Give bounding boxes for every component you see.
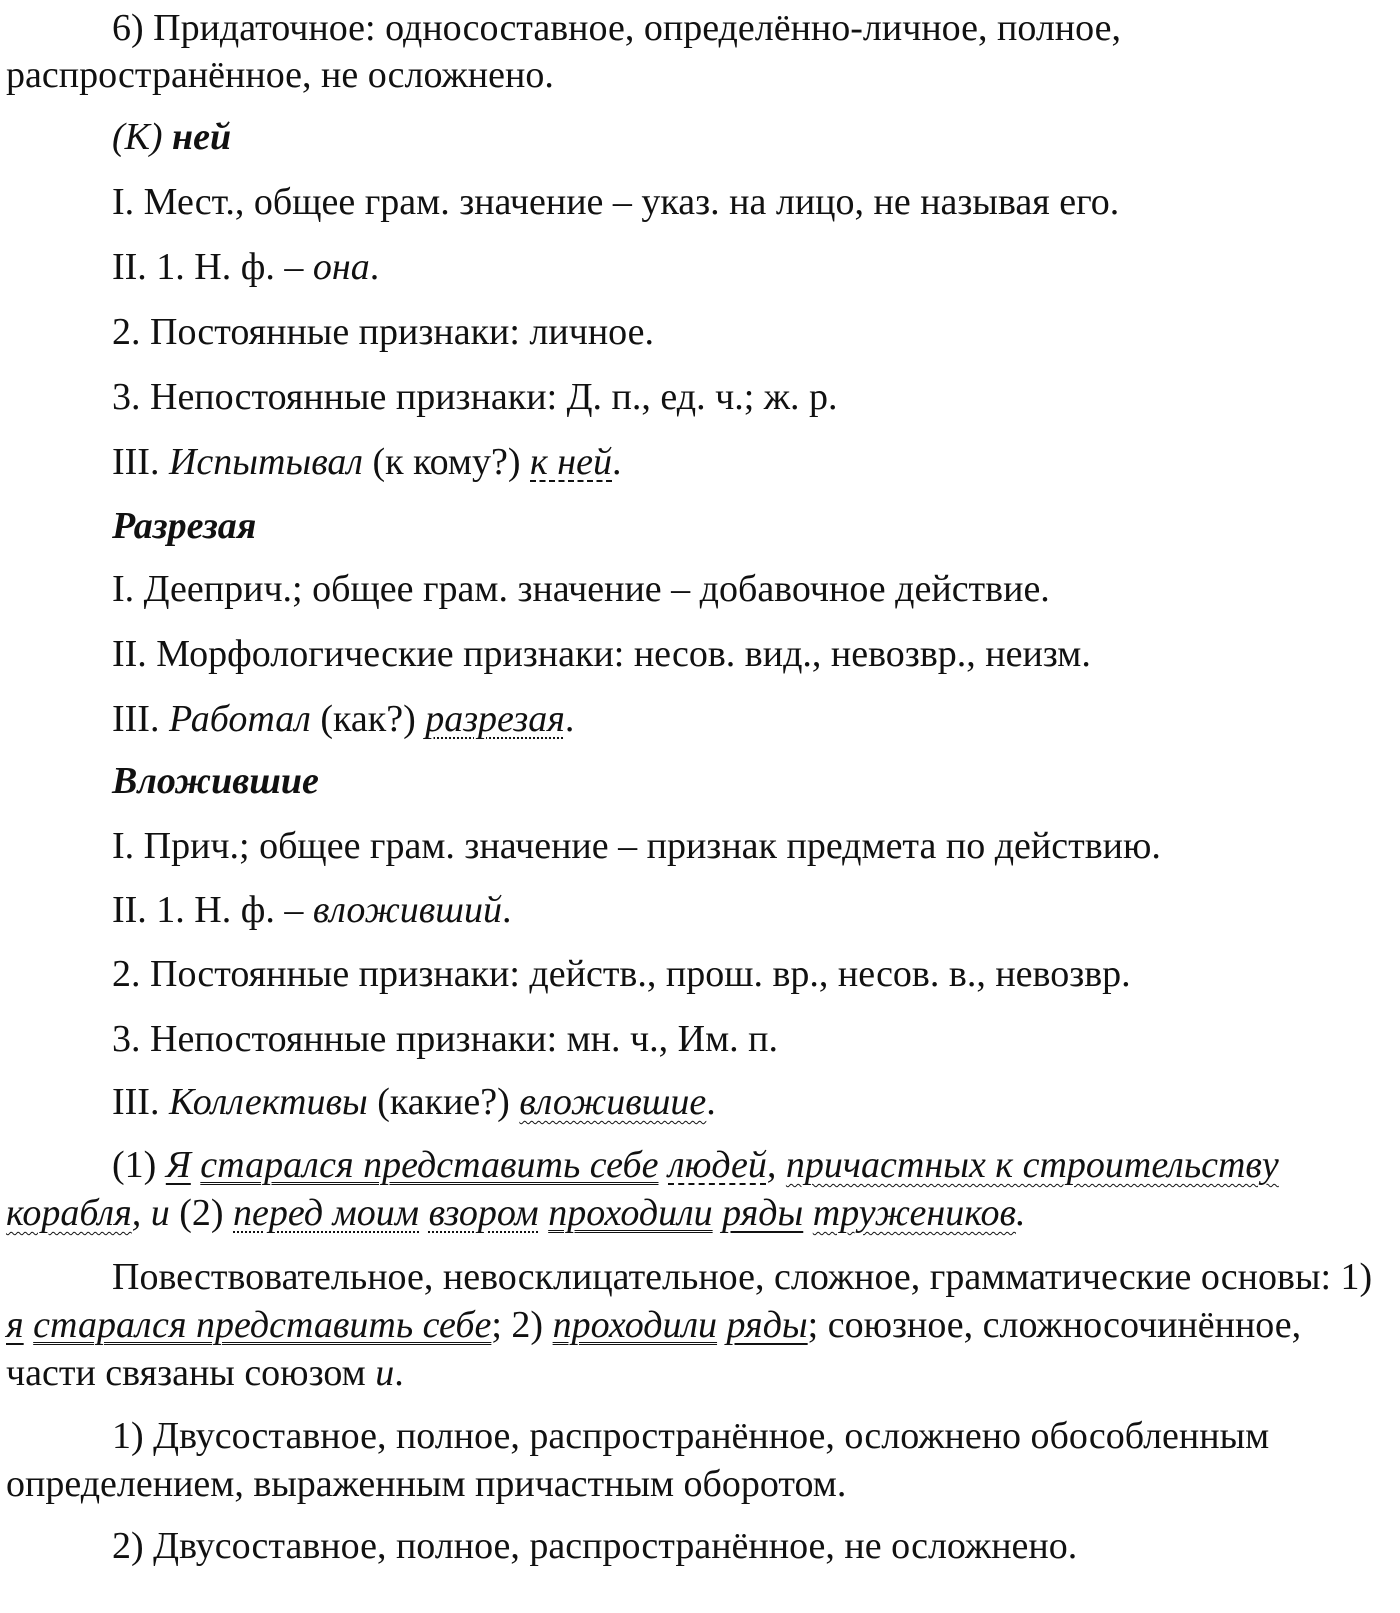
attribute: тружеников [812, 1192, 1017, 1234]
text: III. [112, 1081, 160, 1123]
heading-razrezaya [6, 502, 256, 550]
preposition-label: (К) [112, 116, 163, 158]
line-gerund-meaning [6, 565, 1050, 613]
text: I. Мест., общее грам. значение – указ. на лицо, не называя его. [112, 181, 1120, 223]
clause-number: (1) [112, 1144, 157, 1186]
punct: . [369, 246, 380, 288]
object: людей [668, 1144, 767, 1186]
sentence-characteristics [6, 1253, 1396, 1397]
line-syntactic-role [6, 1078, 716, 1126]
text: III. [112, 698, 160, 740]
predicate: старался представить себе [200, 1144, 659, 1186]
word-heading: Разрезая [112, 505, 257, 547]
subject: Я [165, 1144, 191, 1186]
text: 6) Придаточное: односоставное, определённо-личное, полное, [112, 7, 1121, 49]
line-variable-features [6, 373, 838, 421]
text: Повествовательное, невосклицательное, сложное, грамматические основы: 1) [112, 1256, 1373, 1298]
italic-word: Испытывал [168, 441, 363, 483]
participial-phrase: причастных к строительству [785, 1144, 1279, 1186]
text: 3. Непостоянные признаки: Д. п., ед. ч.; ж. р. [112, 376, 838, 418]
conjunction: , и [131, 1192, 170, 1234]
line-pronoun-meaning [6, 178, 1119, 226]
line-constant-features [6, 308, 654, 356]
text: 2. Постоянные признаки: личное. [112, 311, 655, 353]
adverbial-underlined: разрезая [425, 698, 565, 740]
punct: . [612, 441, 622, 483]
punct: . [706, 1081, 716, 1123]
part-one-characteristics [6, 1412, 1396, 1508]
text: I. Дееприч.; общее грам. значение – добавочное действие. [112, 568, 1050, 610]
text: III. [112, 441, 160, 483]
line-participle-meaning [6, 822, 1161, 870]
text: II. 1. Н. ф. – [112, 246, 304, 288]
adverbial: взором [428, 1192, 539, 1234]
word-heading: ней [172, 116, 232, 158]
punct: . [564, 698, 575, 740]
conjunction: и [375, 1352, 395, 1394]
line-constant-features [6, 950, 1131, 998]
question: (к кому?) [372, 441, 521, 483]
punct: , [766, 1144, 777, 1186]
predicate: проходили [552, 1304, 718, 1346]
text: 2. Постоянные признаки: действ., прош. вр., несов. в., невозвр. [112, 953, 1131, 995]
subject: ряды [722, 1192, 804, 1234]
heading-vlozhivshie [6, 757, 319, 805]
line-initial-form [6, 886, 511, 934]
italic-word: вложивший [312, 889, 502, 931]
text: ; 2) [491, 1304, 544, 1346]
parsed-sentence [6, 1141, 1396, 1237]
text: 3. Непостоянные признаки: мн. ч., Им. п. [112, 1018, 778, 1060]
subject: я [6, 1304, 24, 1346]
word-heading: Вложившие [112, 760, 319, 802]
italic-word: она [312, 246, 370, 288]
text: 2) Двусоставное, полное, распространённое, не осложнено. [112, 1525, 1078, 1567]
text: ; союзное, сложносочинённое, части связаны союзом [6, 1304, 1302, 1394]
predicate: проходили [548, 1192, 713, 1234]
question: (какие?) [377, 1081, 510, 1123]
clause-number: (2) [179, 1192, 224, 1234]
punct: . [1016, 1192, 1026, 1234]
line-syntactic-role [6, 695, 574, 743]
line-subordinate-clause [6, 4, 1121, 52]
line-morph-features [6, 630, 1091, 678]
punct: . [394, 1352, 404, 1394]
object-underlined: к ней [530, 441, 612, 483]
subject: ряды [726, 1304, 808, 1346]
line-syntactic-role [6, 438, 622, 486]
text: II. 1. Н. ф. – [112, 889, 304, 931]
line-initial-form [6, 243, 379, 291]
part-two-characteristics [6, 1522, 1077, 1570]
predicate: старался представить себе [33, 1304, 492, 1346]
text: 1) Двусоставное, полное, распространённое, осложнено обособленным определением, выраженным причастным оборотом. [6, 1415, 1270, 1505]
italic-word: Работал [168, 698, 311, 740]
heading-ney [6, 113, 231, 161]
punct: . [501, 889, 512, 931]
line-variable-features [6, 1015, 778, 1063]
text: II. Морфологические признаки: несов. вид., невозвр., неизм. [112, 633, 1091, 675]
text: распространённое, не осложнено. [6, 54, 554, 96]
italic-word: Коллективы [168, 1081, 368, 1123]
question: (как?) [320, 698, 416, 740]
text: I. Прич.; общее грам. значение – признак предмета по действию. [112, 825, 1161, 867]
participial-phrase-end: корабля [6, 1192, 132, 1234]
attribute-underlined: вложившие [519, 1081, 707, 1123]
adverbial: перед моим [233, 1192, 420, 1234]
line-subordinate-clause-cont [6, 51, 554, 99]
